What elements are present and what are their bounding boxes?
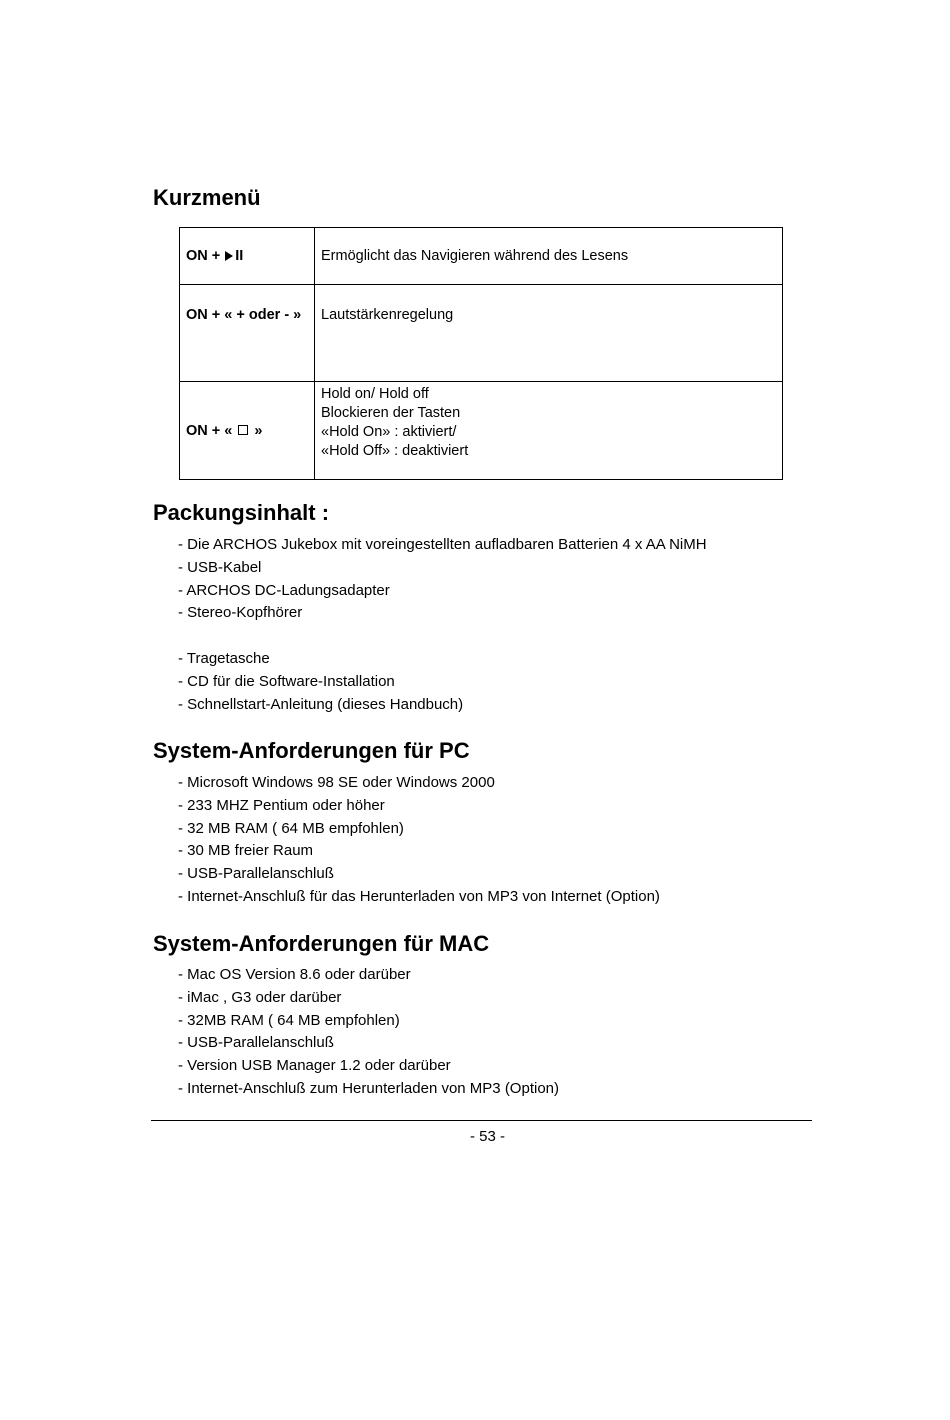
section-title-mac: System-Anforderungen für MAC [153,931,490,956]
list-item: - 30 MB freier Raum [178,842,314,860]
pc-requirements-list [178,772,660,909]
list-item: - Internet-Anschluß für das Herunterladen von MP3 von Internet (Option) [178,887,660,905]
list-item: - Version USB Manager 1.2 oder darüber [178,1057,451,1075]
list-item: - Schnellstart-Anleitung (dieses Handbuch) [178,695,464,713]
list-item: - Stereo-Kopfhörer [178,604,303,622]
key-cell [180,228,315,285]
list-item: - Internet-Anschluß zum Herunterladen von MP3 (Option) [178,1079,559,1097]
list-item: - iMac , G3 oder darüber [178,988,342,1006]
list-item: - Tragetasche [178,649,270,667]
key-text: ON + [186,248,221,264]
list-item: - Microsoft Windows 98 SE oder Windows 2000 [178,774,495,791]
section-title-package: Packungsinhalt : [153,500,330,525]
list-item: - 32MB RAM ( 64 MB empfohlen) [178,1011,400,1029]
list-item: - USB-Kabel [178,558,262,576]
list-item: - ARCHOS DC-Ladungsadapter [178,581,390,599]
list-item: - USB-Parallelanschluß [178,865,334,883]
mac-requirements-list [178,964,559,1101]
quick-menu-table [179,227,783,480]
package-list [178,534,707,716]
table-row [180,285,783,382]
pause-icon: II [235,248,244,264]
desc-cell: Ermöglicht das Navigieren während des Lesens [315,228,783,285]
key-text: ON + « [186,422,233,439]
footer-divider [151,1120,812,1121]
list-item: - USB-Parallelanschluß [178,1034,334,1052]
list-item: - Mac OS Version 8.6 oder darüber [178,966,411,983]
desc-line: «Hold On» : aktiviert/ [321,424,457,440]
desc-cell: Lautstärkenregelung [315,285,783,382]
key-text: » [254,422,263,439]
desc-line: Blockieren der Tasten [321,405,461,421]
section-title-pc: System-Anforderungen für PC [153,738,470,763]
list-item: - 32 MB RAM ( 64 MB empfohlen) [178,819,404,837]
play-icon [225,251,233,261]
desc-line: Hold on/ Hold off [321,386,429,402]
list-item: - Die ARCHOS Jukebox mit voreingestellten aufladbaren Batterien 4 x AA NiMH [178,536,707,553]
list-item: - CD für die Software-Installation [178,672,395,690]
desc-line: «Hold Off» : deaktiviert [321,443,469,459]
section-title-kurzmenu: Kurzmenü [153,185,261,210]
page-number: - 53 - [469,1128,505,1145]
stop-icon [238,425,248,435]
key-cell: ON + « + oder - » [180,285,315,382]
desc-cell [315,382,783,480]
key-cell [180,382,315,480]
table-row [180,382,783,480]
table-row [180,228,783,285]
list-item: - 233 MHZ Pentium oder höher [178,796,385,814]
